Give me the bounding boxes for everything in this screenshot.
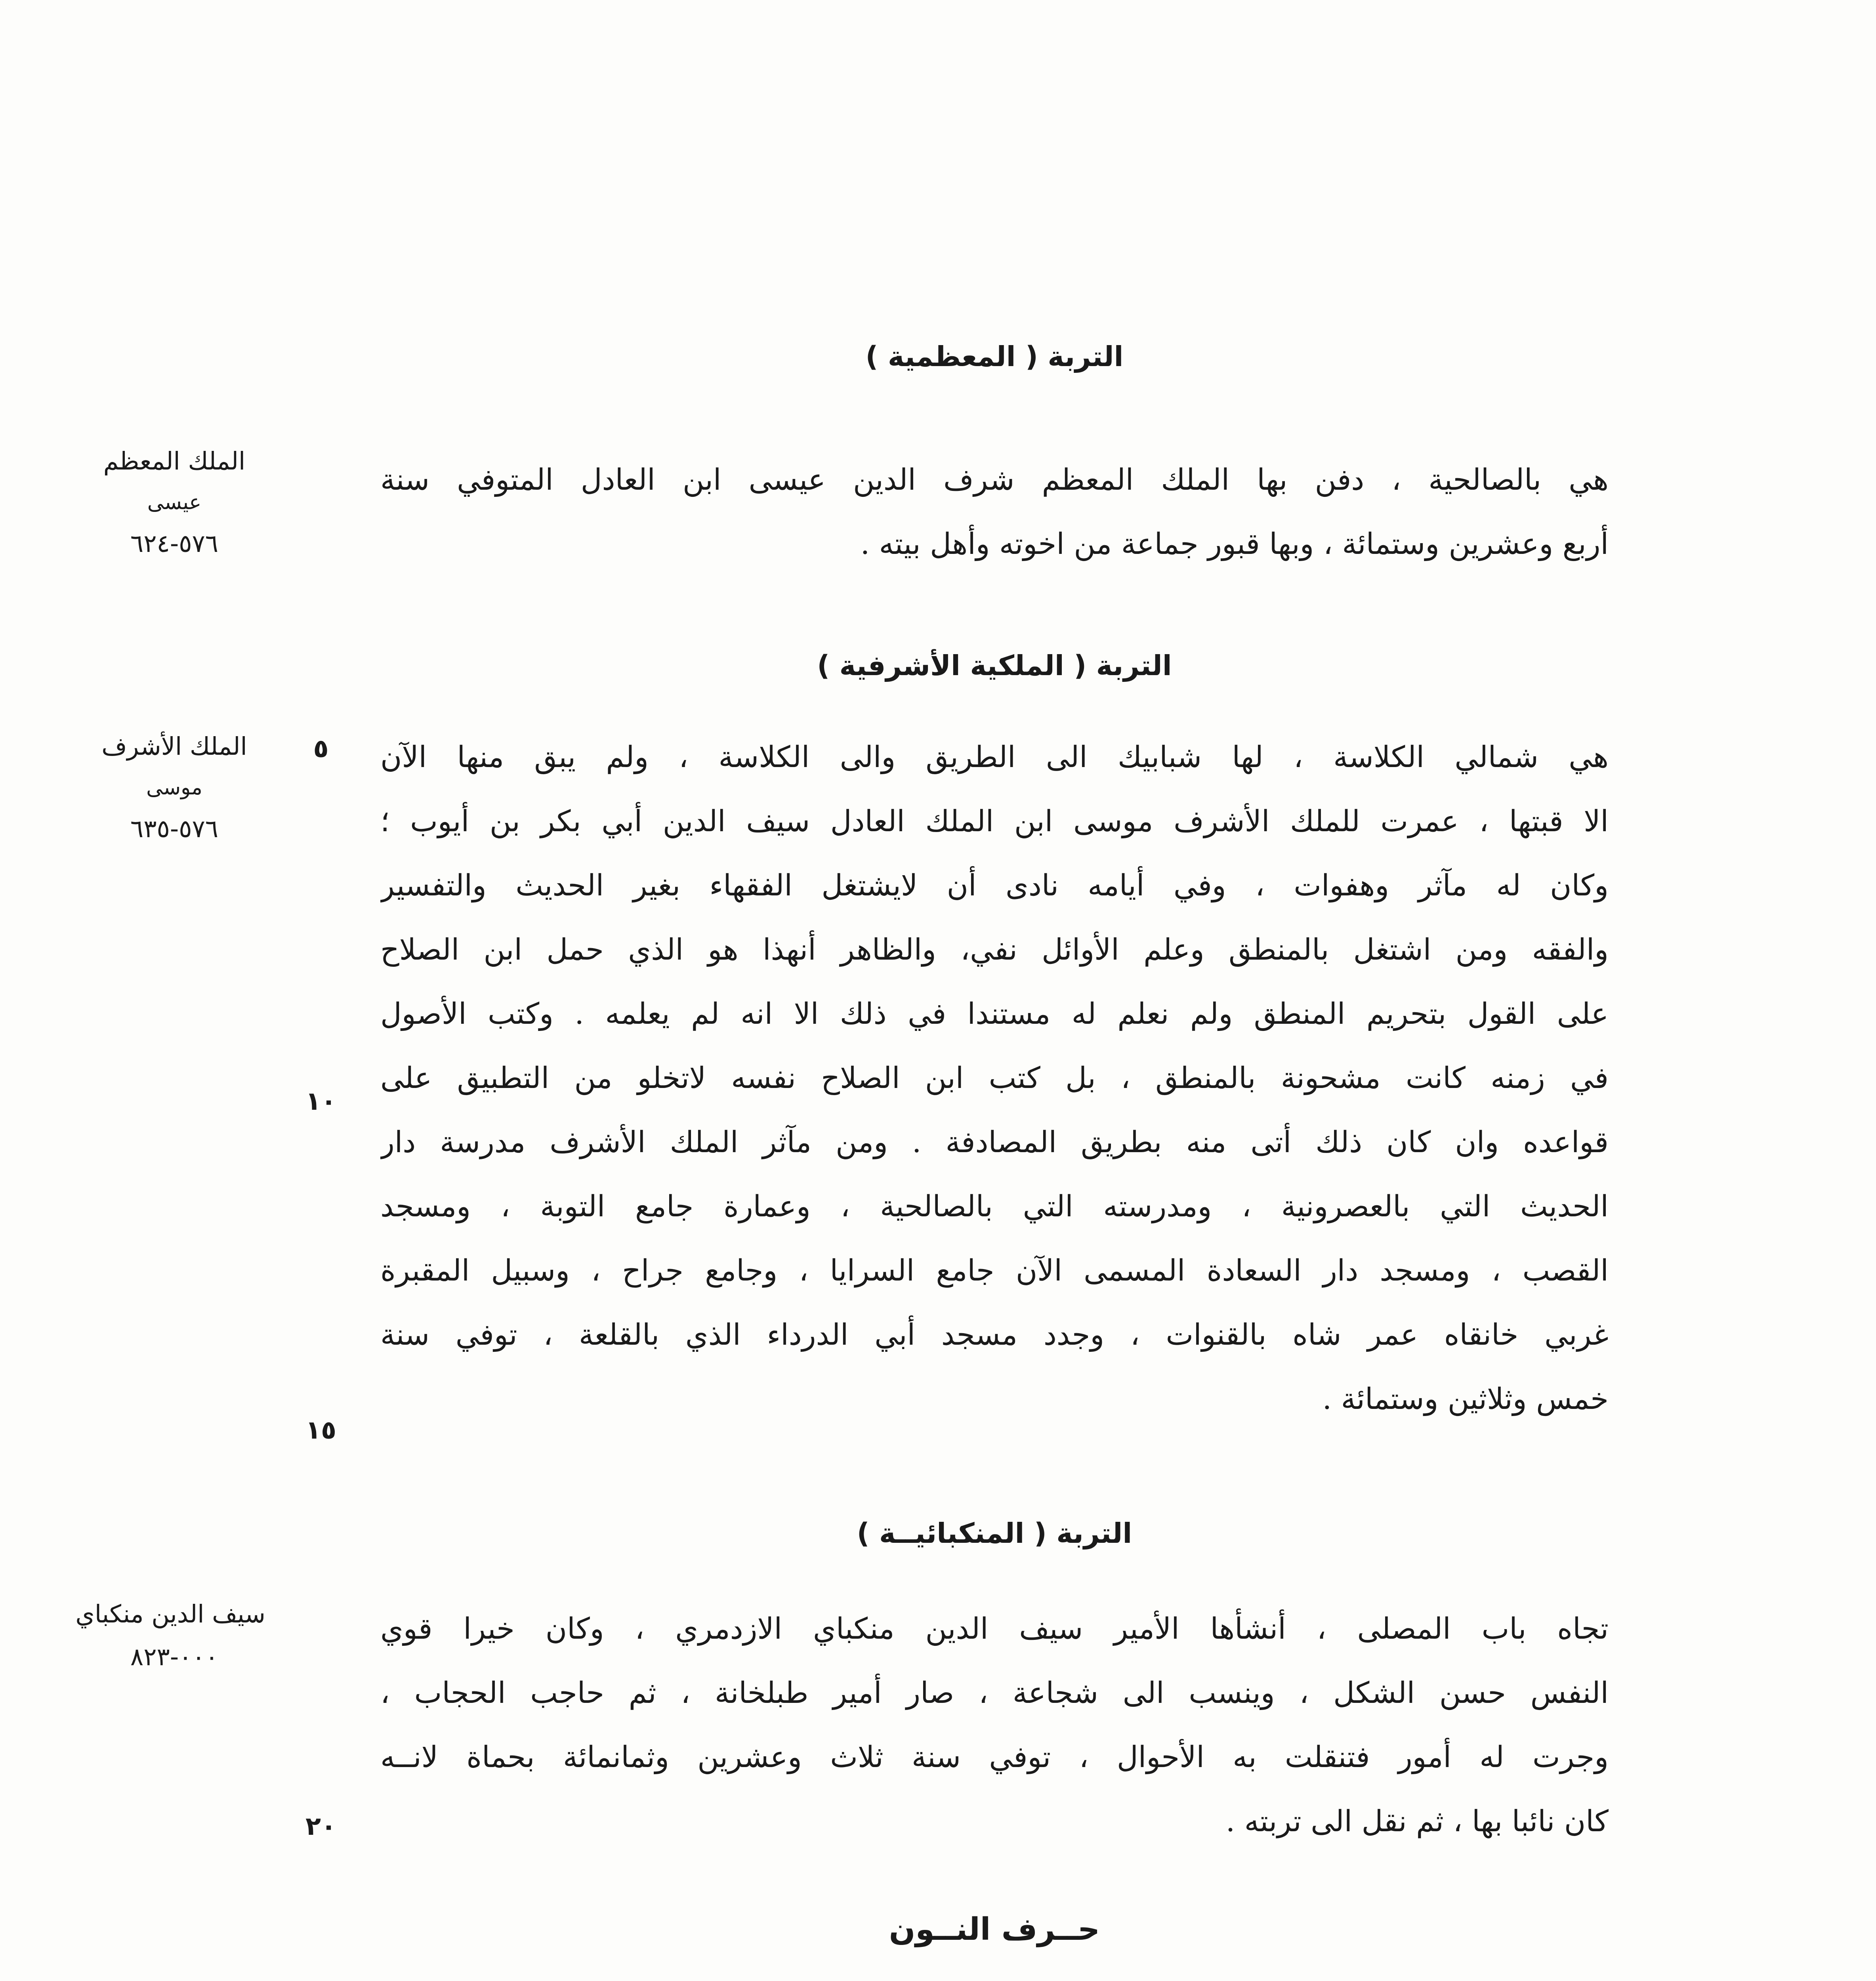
margin-note-name: الملك الأشرف [101,732,247,761]
section-heading-mankabaiyya: التربة ( المنكبائيــة ) [857,1517,1132,1550]
text-line: خمس وثلاثين وستمائة . [1322,1382,1609,1416]
margin-note-mankabai [75,1593,265,1678]
paragraph-mankabaiyya [380,1597,1609,1853]
text-line: الحديث التي بالعصرونية ، ومدرسته التي بالصالحية ، وعمارة جامع التوبة ، ومسجد [380,1189,1609,1223]
line-number: ١٠ [305,1087,337,1116]
margin-note-subname: عيسى [147,490,202,514]
margin-note-name: سيف الدين منكباي [75,1599,265,1628]
text-line: أربع وعشرين وستمائة ، وبها قبور جماعة من اخوته وأهل بيته . [860,527,1609,561]
text-line: القصب ، ومسجد دار السعادة المسمى الآن جامع السرايا ، وجامع جراح ، وسبيل المقبرة [380,1254,1609,1288]
section-heading-muazzamiyya: التربة ( المعظمية ) [865,340,1124,373]
text-line: في زمنه كانت مشحونة بالمنطق ، بل كتب ابن الصلاح نفسه لاتخلو من التطبيق على [380,1061,1609,1095]
letter-heading-nun: حــرف النــون [889,1912,1100,1947]
line-number: ٢٠ [305,1812,337,1841]
text-line: قواعده وان كان ذلك أتى منه بطريق المصادفة . ومن مآثر الملك الأشرف مدرسة دار [380,1125,1609,1159]
margin-note-dates: ٥٧٦-٦٣٥ [130,814,219,843]
text-line: على القول بتحريم المنطق ولم نعلم له مستندا في ذلك الا انه لم يعلمه . وكتب الأصول [380,997,1609,1031]
text-line: النفس حسن الشكل ، وينسب الى شجاعة ، صار أمير طبلخانة ، ثم حاجب الحجاب ، [380,1676,1609,1710]
text-line: وجرت له أمور فتنقلت به الأحوال ، توفي سنة ثلاث وعشرين وثمانمائة بحماة لانــه [380,1740,1609,1774]
margin-note-ashraf [83,725,265,850]
margin-note-dates: ٠٠٠-٨٢٣ [130,1642,219,1671]
text-line: وكان له مآثر وهفوات ، وفي أيامه نادى أن لايشتغل الفقهاء بغير الحديث والتفسير [380,868,1609,903]
section-heading-ashrafiyya: التربة ( الملكية الأشرفية ) [817,649,1172,682]
text-line: الا قبتها ، عمرت للملك الأشرف موسى ابن الملك العادل سيف الدين أبي بكر بن أيوب ؛ [380,804,1609,838]
margin-note-dates: ٥٧٦-٦٢٤ [130,529,219,558]
text-line: كان نائبا بها ، ثم نقل الى تربته . [1225,1804,1609,1838]
text-line: هي بالصالحية ، دفن بها الملك المعظم شرف الدين عيسى ابن العادل المتوفي سنة [380,463,1609,497]
text-line: تجاه باب المصلى ، أنشأها الأمير سيف الدين منكباي الازدمري ، وكان خيرا قوي [380,1612,1609,1646]
text-line: غربي خانقاه عمر شاه بالقنوات ، وجدد مسجد أبي الدرداء الذي بالقلعة ، توفي سنة [380,1318,1609,1352]
paragraph-ashrafiyya [380,725,1609,1431]
line-number: ٥ [313,734,329,763]
margin-note-muazzam [83,440,265,565]
text-line: والفقه ومن اشتغل بالمنطق وعلم الأوائل نفي، والظاهر أنهذا هو الذي حمل ابن الصلاح [380,933,1609,967]
margin-note-name: الملك المعظم [103,447,246,475]
paragraph-muazzamiyya [380,448,1609,576]
text-line: هي شمالي الكلاسة ، لها شبابيك الى الطريق والى الكلاسة ، ولم يبق منها الآن [380,740,1609,774]
line-number: ١٥ [305,1416,337,1445]
margin-note-subname: موسى [146,776,202,800]
